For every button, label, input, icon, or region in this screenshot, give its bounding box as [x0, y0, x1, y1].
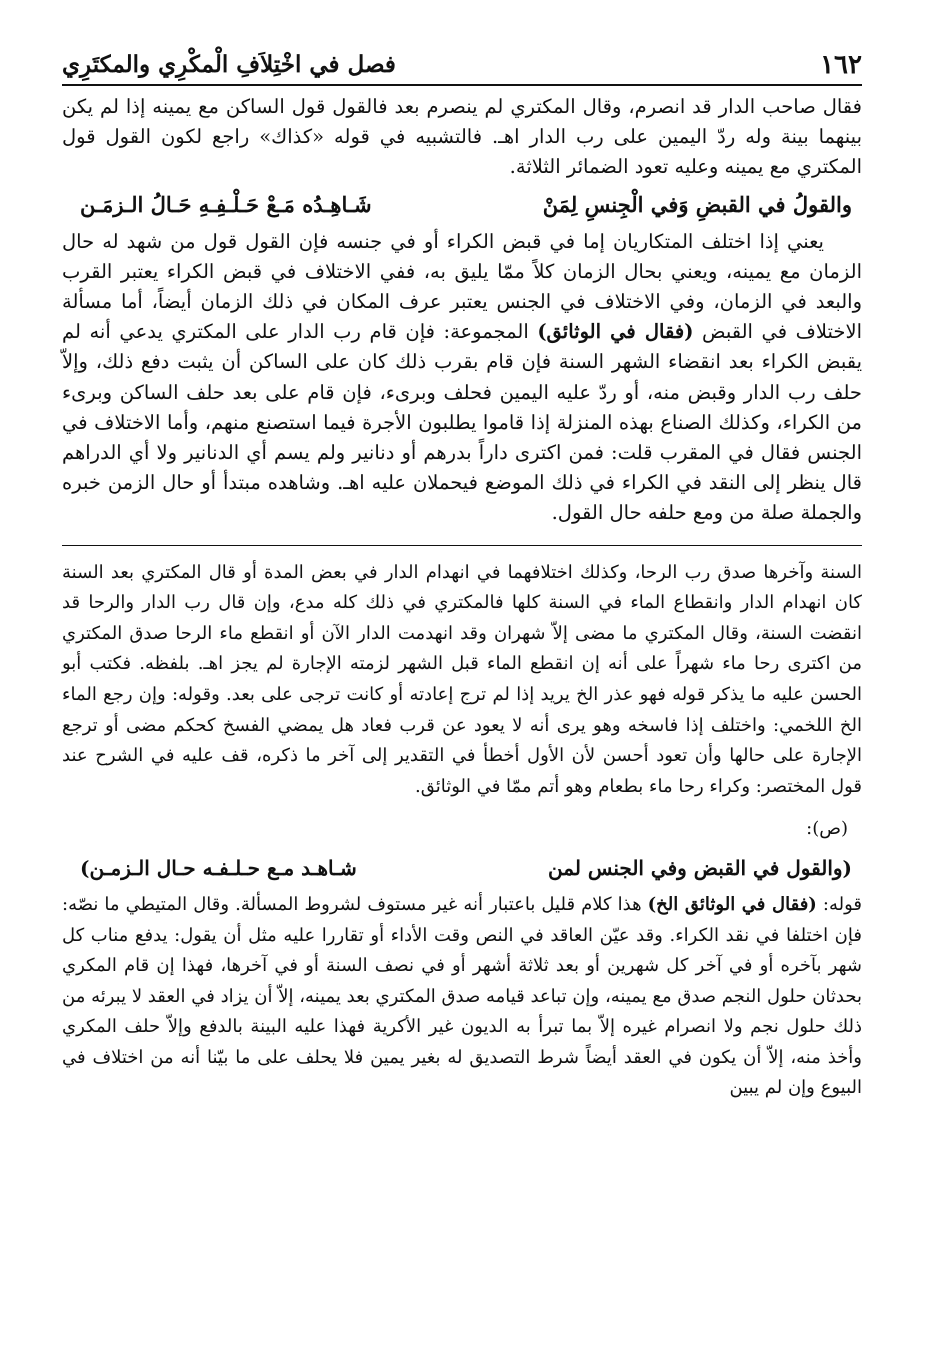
- verse-hemistich-right: والقولُ في القبضِ وَفي الْجِنسِ لِمَنْ: [542, 191, 852, 217]
- commentary-bold-quote: (فقال في الوثائق الخ): [647, 894, 817, 916]
- running-title: فصل في اخْتِلاَفِ الْمكْرِي والمكتَرِي: [62, 51, 396, 78]
- paragraph-1: فقال صاحب الدار قد انصرم، وقال المكتري لم ينصرم بعد فالقول قول الساكن مع يمينه إذا لم يكن بينهما بينة وله ردّ اليمين على رب الدار اهـ. فالتشبيه في قوله «كذاك» راجع لكون القول قول المكتري مع يمينه وعليه تعود الضمائر الثلاثة.: [62, 95, 862, 179]
- footnote-divider: [62, 545, 862, 546]
- verse-line-2: [80, 850, 852, 886]
- verse-hemistich-left: شَـاهِـدُه مَـعْ حَـلْـفِـهِ حَـالُ الـزمَـن: [80, 191, 372, 217]
- page-header: [62, 38, 862, 86]
- book-page: [62, 38, 862, 1104]
- paragraph-2-part-1: يعني إذا اختلف المتكاريان إما في قبض الكراء أو في جنسه فإن القول قول من شهد له حال الزمان مع يمينه، ويعني بحال الزمان كلاً ممّا يليق به، ففي الاختلاف في قبض الكراء يعتبر القرب والبعد في الزمان، وفي الاختلاف في الجنس يعتبر عرف المكان في ذلك الزمان أيضاً، أما مسألة الاختلاف في القبض: [62, 229, 862, 344]
- verse-2-hemistich-left: شـاهـد مـع حـلـفـه حـال الـزمـن): [80, 856, 357, 881]
- main-text: [62, 92, 862, 529]
- paragraph-2: [62, 227, 862, 529]
- paragraph-2-part-2: المجموعة: فإن قام رب الدار على المكتري يدعي أنه لم يقبض الكراء بعد انقضاء الشهر السنة فإن قام بقرب ذلك كان على الساكن أن يثبت دفع ذلك، وإلاّ حلف رب الدار وقبض منه، أو ردّ عليه اليمين فحلف وبرىء، فإن قام على بعد حلف الساكن وبرىء من الكراء، وكذلك الصناع بهذه المنزلة إذا قاموا يطلبون الأجرة فيما استصنع منهم، وأما الاختلاف في الجنس فقال في المقرب قلت: فمن اكترى داراً بدرهم أو دنانير ولم يسم أي الدنانير ولا أي الدراهم قال ينظر إلى النقد في الكراء في ذلك الموضع فيحملان عليه اهـ. وشاهده مبتدأ أو حال الزمن خبره والجملة صلة من ومع حلفه حال القول.: [62, 320, 862, 525]
- sad-label: (ص):: [806, 818, 848, 840]
- verse-line-1: [80, 187, 852, 223]
- commentary-intro: قوله:: [816, 894, 862, 916]
- commentary-block: [62, 890, 862, 1104]
- footnote-block: [62, 558, 862, 803]
- verse-2-hemistich-right: (والقول في القبض وفي الجنس لمن: [548, 856, 852, 881]
- paragraph-2-bold-quote: (فقال في الوثائق): [537, 320, 694, 344]
- footnote-text: السنة وآخرها صدق رب الرحا، وكذلك اختلافهما في انهدام الدار في بعض المدة أو قال المكتري بعد السنة كان انهدام الدار وانقطاع الماء في السنة كلها فالمكتري في ذلك كله مدع، وإن قال رب الدار والرحا قد انقضت السنة، وقال المكتري ما مضى إلاّ شهران وقد انهدمت الدار الآن أو انقطع ماء الرحا صدق المكتري من اكترى رحا ماء شهراً على أنه إن انقطع الماء قبل الشهر لزمته الإجارة لم يجز اهـ. بلفظه. فكتب أبو الحسن عليه ما يذكر قوله فهو عذر الخ يريد إذا لم ترج إعادته أو كانت ترجى على بعد. وقوله: وإن رجع الماء الخ اللخمي: واختلف إذا فاسخه وهو يرى أنه لا يعود عن قرب فعاد هل يمضي الفسخ كحكم مضى أو ترجع الإجارة على حالها وأن تعود أحسن لأن الأول أخطأ في التقدير إلى آخر ما ذكره، قف عليه في الشرح عند قول المختصر: وكراء رحا ماء بطعام وهو أتم ممّا في الوثائق.: [62, 561, 863, 797]
- page-number: ١٦٢: [820, 50, 862, 80]
- commentary-text: هذا كلام قليل باعتبار أنه غير مستوف لشروط المسألة. وقال المتيطي ما نصّه: فإن اختلفا في نقد الكراء. وقد عيّن العاقد في النص وقت الأداء أو تقاررا عليه مثل أن يقول: يدفع مناب كل شهر بآخره أو في آخر كل شهرين أو بعد ثلاثة أشهر أو في نصف السنة أو في آخرها، فهذا إن قام المكري بحدثان حلول النجم صدق مع يمينه، وإن تباعد قيامه صدق المكتري بعد يمينه، إلاّ أن يزاد في العقد لا يبرئه من ذلك حلول نجم ولا انصرام غيره إلاّ بما تبرأ به الديون غير الأكرية فهذا عليه البينة بالدفع وإلاّ حلف المكري وأخذ منه، إلاّ أن يكون في العقد أيضاً شرط التصديق له بغير يمين فلا يحلف على ما بيّنا أنه من اختلاف في البيوع وإن لم يبين: [62, 894, 862, 1099]
- commentary-paragraph: [62, 890, 862, 1104]
